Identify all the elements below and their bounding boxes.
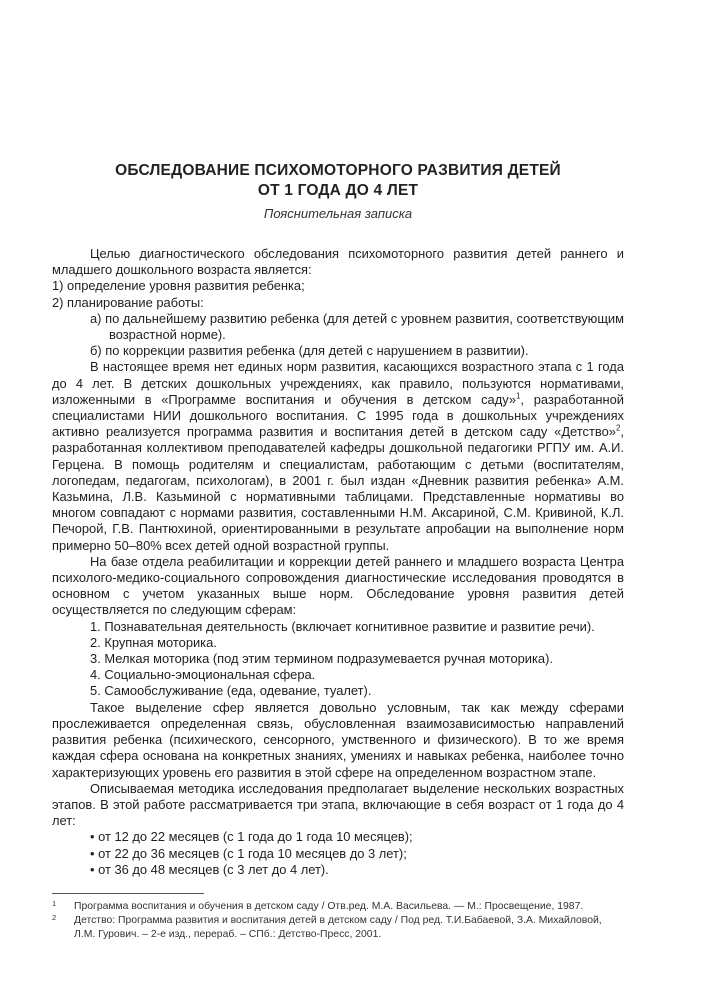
footnote-ref-2: 2 (615, 423, 621, 433)
stage-item: • от 36 до 48 месяцев (с 3 лет до 4 лет). (90, 861, 329, 877)
goal-subitem-b: б) по коррекции развития ребенка (для детей с нарушением в развитии). (90, 343, 529, 359)
sphere-item: 2. Крупная моторика. (90, 634, 217, 650)
paragraph-center: На базе отдела реабилитации и коррекции детей раннего и младшего возраста Центра психолого-медико-социального сопровождения диагностические исследования проводятся в основном с учетом указанных выше норм. Обследование уровня развития детей осуществляется по следующим сферам: (52, 553, 624, 618)
footnote-ref-1: 1 (516, 391, 521, 401)
goal-item-1: 1) определение уровня развития ребенка; (52, 278, 305, 294)
sphere-item: 5. Самообслуживание (еда, одевание, туалет). (90, 683, 372, 699)
paragraph-norms (52, 359, 624, 553)
sphere-item: 4. Социально-эмоциональная сфера. (90, 667, 316, 683)
footnote-text: Программа воспитания и обучения в детском саду / Отв.ред. М.А. Васильева. — М.: Просвещение, 1987. (74, 901, 584, 912)
document-body (52, 246, 624, 878)
paragraph-norms-part-3: , разработанная коллективом преподавателей кафедры дошкольной педагогики РГПУ им. А.И. Герцена. В помощь родителям и специалистам, работающим с детьми (воспитателям, логопедам, педагогам, психологам), в 2001 г. был издан «Дневник развития ребенка» А.М. Казьмина, Л.В. Казьминой с нормативными таблицами. Представленные нормативы во многом совпадают с нормами развития, составленными Н.М. Аксариной, С.М. Кривиной, К.Л. Печорой, Г.В. Пантюхиной, ориентированными в результате апробации на выполнение норм примерно 50–80% всех детей одной возрастной группы. (52, 424, 624, 553)
goal-item-2: 2) планирование работы: (52, 294, 204, 310)
page-title-line-1: ОБСЛЕДОВАНИЕ ПСИХОМОТОРНОГО РАЗВИТИЯ ДЕТЕЙ (115, 162, 561, 179)
page-title-line-2: ОТ 1 ГОДА ДО 4 ЛЕТ (257, 182, 419, 199)
stage-item: • от 22 до 36 месяцев (с 1 года 10 месяцев до 3 лет); (90, 845, 407, 861)
sphere-item: 1. Познавательная деятельность (включает когнитивное развитие и развитие речи). (90, 618, 595, 634)
footnote-number: 1 (52, 899, 57, 908)
paragraph-method: Описываемая методика исследования предполагает выделение нескольких возрастных этапов. В этой работе рассматривается три этапа, включающие в себя возраст от 1 года до 4 лет: (52, 780, 624, 829)
footnote-text: Детство: Программа развития и воспитания детей в детском саду / Под ред. Т.И.Бабаевой, З.А. Михайловой, Л.М. Гурович. – 2-е изд., перераб. – СПб.: Детство-Пресс, 2001. (74, 915, 602, 940)
footnote-1 (52, 900, 624, 914)
paragraph-norms-part-1: В настоящее время нет единых норм развития, касающихся возрастного этапа с 1 года до 4 лет. В детских дошкольных учреждениях, как правило, пользуются нормативами, изложенными в «Программе воспитания и обучения в детском саду» (52, 359, 624, 407)
footnote-divider (52, 893, 204, 894)
paragraph-goal: Целью диагностического обследования психомоторного развития детей раннего и младшего дошкольного возраста является: (52, 246, 624, 278)
goal-subitem-a: а) по дальнейшему развитию ребенка (для детей с уровнем развития, соответствующим возрастной норме). (90, 310, 624, 343)
paragraph-spheres-note: Такое выделение сфер является довольно условным, так как между сферами прослеживается определенная связь, обусловленная взаимозависимостью направлений развития ребенка (психического, сенсорного, умственного и физического). В то же время каждая сфера основана на конкретных знаниях, умениях и навыках ребенка, наиболее точно характеризующих уровень его развития в этой сфере на определенном возрастном этапе. (52, 699, 624, 780)
paragraph-norms-part-2: , разработанной специалистами НИИ дошкольного воспитания. С 1995 года в дошкольных учреждениях активно реализуется программа развития и воспитания детей в детском саду «Детство» (52, 391, 624, 440)
stage-item: • от 12 до 22 месяцев (с 1 года до 1 года 10 месяцев); (90, 829, 413, 845)
footnote-number: 2 (52, 913, 57, 922)
page-subtitle: Пояснительная записка (263, 206, 413, 221)
footnote-2 (52, 914, 624, 941)
sphere-item: 3. Мелкая моторика (под этим термином подразумевается ручная моторика). (90, 651, 553, 667)
